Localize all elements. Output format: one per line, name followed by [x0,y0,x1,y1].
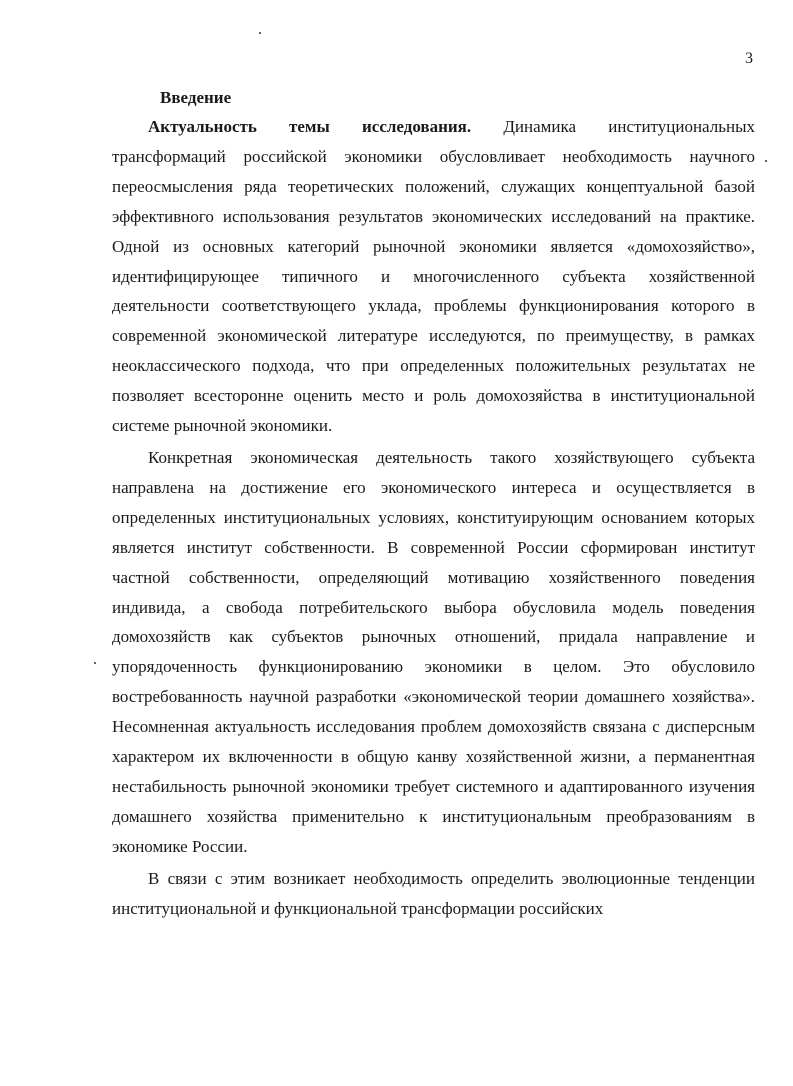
paragraph-text: Динамика институциональных трансформаций российской экономики обусловливает необходимость научного переосмысления ряда теоретических положений, служащих концептуальной базой эффективного использования результатов экономических исследований на практике. Одной из основных категорий рыночной экономики является «домохозяйство», идентифицирующее типичного и многочисленного субъекта хозяйственной деятельности соответствующего уклада, проблемы функционирования которого в современной экономической литературе исследуются, по преимуществу, в рамках неоклассического подхода, что при определенных положительных результатах не позволяет всесторонне оценить место и роль домохозяйства в институциональной системе рыночной экономики. [112,117,755,436]
paragraph-text: Конкретная экономическая деятельность такого хозяйствующего субъекта направлена на достижение его экономического интереса и осуществляется в определенных институциональных условиях, конституирующим основанием которых является институт собственности. В современной России сформирован институт частной собственности, определяющий мотивацию хозяйственного поведения индивида, а свобода потребительского выбора обусловила модель поведения домохозяйств как субъектов рыночных отношений, придала направление и упорядоченность функционированию экономики в целом. Это обусловило востребованность научной разработки «экономической теории домашнего хозяйства». Несомненная актуальность исследования проблем домохозяйств связана с дисперсным характером их включенности в общую канву хозяйственной жизни, а перманентная нестабильность рыночной экономики требует системного и адаптированного изучения домашнего хозяйства применительно к институциональным преобразованиям в экономике России. [112,447,755,856]
scan-speck [765,160,767,162]
paragraph-text: В связи с этим возникает необходимость определить эволюционные тенденции институциональной и функциональной трансформации российских [112,868,755,918]
section-heading: Введение [160,88,232,107]
document-page [112,84,755,923]
paragraph-activity [112,443,755,862]
page-number: 3 [745,50,753,67]
paragraph-lead: Актуальность темы исследования. [148,117,472,136]
scan-speck [259,32,261,34]
paragraph-relevance [112,112,755,441]
scan-speck [94,662,96,664]
paragraph-necessity [112,864,755,924]
